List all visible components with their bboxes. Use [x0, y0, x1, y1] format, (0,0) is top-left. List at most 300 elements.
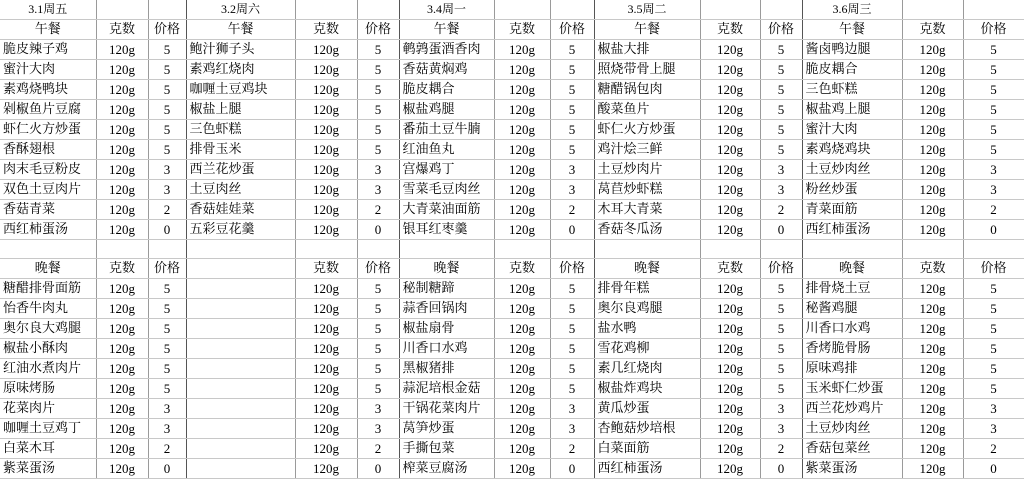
dish-weight[interactable]: 120g: [96, 319, 148, 339]
empty-cell[interactable]: [963, 0, 1024, 20]
dish-name[interactable]: 虾仁火方炒蛋: [594, 120, 700, 140]
dish-weight[interactable]: 120g: [700, 200, 760, 220]
dish-price[interactable]: 5: [357, 359, 399, 379]
dish-name[interactable]: [186, 299, 295, 319]
price-header[interactable]: 价格: [963, 20, 1024, 40]
dish-weight[interactable]: 120g: [700, 160, 760, 180]
dish-price[interactable]: 5: [760, 279, 802, 299]
dish-price[interactable]: 5: [550, 60, 594, 80]
dish-price[interactable]: 0: [357, 220, 399, 240]
dish-name[interactable]: 素鸡烧鸡块: [802, 140, 902, 160]
dish-price[interactable]: 5: [357, 40, 399, 60]
dish-price[interactable]: 2: [148, 200, 186, 220]
dish-name[interactable]: 干锅花菜肉片: [399, 399, 494, 419]
empty-cell[interactable]: [494, 240, 550, 259]
weight-header[interactable]: 克数: [902, 20, 963, 40]
dish-weight[interactable]: 120g: [295, 319, 357, 339]
dish-price[interactable]: 5: [148, 120, 186, 140]
dish-price[interactable]: 3: [760, 399, 802, 419]
dish-name[interactable]: 香菇黄焖鸡: [399, 60, 494, 80]
dish-price[interactable]: 5: [963, 140, 1024, 160]
weight-header[interactable]: 克数: [700, 20, 760, 40]
dish-weight[interactable]: 120g: [295, 160, 357, 180]
dish-name[interactable]: 香菇包菜丝: [802, 439, 902, 459]
price-header[interactable]: 价格: [550, 20, 594, 40]
dish-weight[interactable]: 120g: [494, 220, 550, 240]
dish-price[interactable]: 5: [550, 100, 594, 120]
dish-name[interactable]: 雪花鸡柳: [594, 339, 700, 359]
dish-weight[interactable]: 120g: [700, 359, 760, 379]
dish-name[interactable]: 虾仁火方炒蛋: [0, 120, 96, 140]
empty-cell[interactable]: [802, 240, 902, 259]
dish-price[interactable]: 3: [760, 419, 802, 439]
dish-price[interactable]: 5: [357, 100, 399, 120]
dish-price[interactable]: 3: [357, 180, 399, 200]
dish-price[interactable]: 5: [760, 40, 802, 60]
dish-name[interactable]: 玉米虾仁炒蛋: [802, 379, 902, 399]
empty-cell[interactable]: [0, 240, 96, 259]
dish-name[interactable]: 怡香牛肉丸: [0, 299, 96, 319]
dish-name[interactable]: 糖醋排骨面筋: [0, 279, 96, 299]
dish-weight[interactable]: 120g: [494, 120, 550, 140]
dish-weight[interactable]: 120g: [700, 279, 760, 299]
meal-header[interactable]: [186, 259, 295, 279]
dish-weight[interactable]: 120g: [494, 200, 550, 220]
dish-weight[interactable]: 120g: [700, 439, 760, 459]
dish-name[interactable]: 椒盐大排: [594, 40, 700, 60]
dish-weight[interactable]: 120g: [700, 419, 760, 439]
dish-name[interactable]: [186, 439, 295, 459]
dish-price[interactable]: 3: [963, 419, 1024, 439]
meal-header[interactable]: 晚餐: [0, 259, 96, 279]
empty-cell[interactable]: [399, 240, 494, 259]
dish-weight[interactable]: 120g: [494, 439, 550, 459]
weight-header[interactable]: 克数: [295, 259, 357, 279]
dish-price[interactable]: 5: [963, 319, 1024, 339]
dish-price[interactable]: 0: [760, 220, 802, 240]
dish-price[interactable]: 3: [148, 399, 186, 419]
dish-name[interactable]: [186, 419, 295, 439]
dish-price[interactable]: 5: [148, 60, 186, 80]
empty-cell[interactable]: [594, 240, 700, 259]
dish-weight[interactable]: 120g: [902, 40, 963, 60]
price-header[interactable]: 价格: [550, 259, 594, 279]
dish-weight[interactable]: 120g: [700, 379, 760, 399]
dish-price[interactable]: 3: [148, 160, 186, 180]
empty-cell[interactable]: [963, 240, 1024, 259]
dish-weight[interactable]: 120g: [494, 379, 550, 399]
dish-weight[interactable]: 120g: [494, 399, 550, 419]
dish-weight[interactable]: 120g: [494, 279, 550, 299]
dish-price[interactable]: 2: [148, 439, 186, 459]
dish-name[interactable]: 椒盐上腿: [186, 100, 295, 120]
dish-weight[interactable]: 120g: [902, 80, 963, 100]
dish-name[interactable]: 盐水鸭: [594, 319, 700, 339]
dish-name[interactable]: [186, 339, 295, 359]
dish-weight[interactable]: 120g: [295, 140, 357, 160]
dish-price[interactable]: 5: [148, 299, 186, 319]
dish-weight[interactable]: 120g: [700, 319, 760, 339]
dish-price[interactable]: 0: [148, 459, 186, 479]
dish-price[interactable]: 3: [550, 160, 594, 180]
day-date[interactable]: 3.2周六: [186, 0, 295, 20]
dish-price[interactable]: 0: [550, 220, 594, 240]
dish-name[interactable]: 花菜肉片: [0, 399, 96, 419]
dish-name[interactable]: 蜜汁大肉: [0, 60, 96, 80]
dish-name[interactable]: 素鸡红烧肉: [186, 60, 295, 80]
dish-name[interactable]: 原味烤肠: [0, 379, 96, 399]
dish-weight[interactable]: 120g: [96, 60, 148, 80]
dish-weight[interactable]: 120g: [700, 459, 760, 479]
dish-name[interactable]: 榨菜豆腐汤: [399, 459, 494, 479]
dish-price[interactable]: 3: [760, 180, 802, 200]
dish-name[interactable]: [186, 399, 295, 419]
dish-name[interactable]: 脆皮辣子鸡: [0, 40, 96, 60]
dish-weight[interactable]: 120g: [96, 220, 148, 240]
dish-price[interactable]: 5: [550, 379, 594, 399]
dish-price[interactable]: 3: [357, 419, 399, 439]
meal-header[interactable]: 晚餐: [594, 259, 700, 279]
dish-price[interactable]: 2: [550, 439, 594, 459]
dish-weight[interactable]: 120g: [295, 220, 357, 240]
dish-price[interactable]: 2: [357, 200, 399, 220]
dish-weight[interactable]: 120g: [96, 160, 148, 180]
dish-price[interactable]: 5: [550, 140, 594, 160]
dish-name[interactable]: 秘酱鸡腿: [802, 299, 902, 319]
dish-name[interactable]: 椒盐扇骨: [399, 319, 494, 339]
dish-name[interactable]: 西红柿蛋汤: [0, 220, 96, 240]
weight-header[interactable]: 克数: [902, 259, 963, 279]
dish-name[interactable]: 土豆炒肉丝: [802, 160, 902, 180]
dish-name[interactable]: 双色土豆肉片: [0, 180, 96, 200]
empty-cell[interactable]: [186, 240, 295, 259]
dish-weight[interactable]: 120g: [295, 359, 357, 379]
dish-weight[interactable]: 120g: [494, 319, 550, 339]
meal-header[interactable]: 晚餐: [802, 259, 902, 279]
dish-price[interactable]: 5: [357, 60, 399, 80]
dish-price[interactable]: 2: [760, 439, 802, 459]
dish-price[interactable]: 0: [357, 459, 399, 479]
dish-weight[interactable]: 120g: [295, 379, 357, 399]
dish-weight[interactable]: 120g: [96, 379, 148, 399]
dish-weight[interactable]: 120g: [700, 60, 760, 80]
dish-name[interactable]: 秘制糖蹄: [399, 279, 494, 299]
dish-price[interactable]: 5: [963, 339, 1024, 359]
empty-cell[interactable]: [700, 240, 760, 259]
dish-name[interactable]: [186, 319, 295, 339]
dish-name[interactable]: 奥尔良鸡腿: [594, 299, 700, 319]
dish-name[interactable]: 手撕包菜: [399, 439, 494, 459]
dish-weight[interactable]: 120g: [494, 459, 550, 479]
dish-name[interactable]: 西兰花炒蛋: [186, 160, 295, 180]
dish-price[interactable]: 3: [148, 180, 186, 200]
day-date[interactable]: 3.6周三: [802, 0, 902, 20]
dish-name[interactable]: [186, 359, 295, 379]
dish-weight[interactable]: 120g: [902, 439, 963, 459]
dish-price[interactable]: 2: [963, 200, 1024, 220]
price-header[interactable]: 价格: [148, 20, 186, 40]
dish-weight[interactable]: 120g: [700, 120, 760, 140]
dish-name[interactable]: 蒜泥培根金菇: [399, 379, 494, 399]
dish-price[interactable]: 5: [550, 80, 594, 100]
dish-name[interactable]: 黑椒猪排: [399, 359, 494, 379]
dish-price[interactable]: 5: [357, 319, 399, 339]
dish-price[interactable]: 3: [963, 180, 1024, 200]
dish-name[interactable]: 奥尔良大鸡腿: [0, 319, 96, 339]
dish-weight[interactable]: 120g: [494, 40, 550, 60]
price-header[interactable]: 价格: [760, 259, 802, 279]
empty-cell[interactable]: [902, 0, 963, 20]
dish-name[interactable]: 脆皮耦合: [802, 60, 902, 80]
dish-weight[interactable]: 120g: [96, 359, 148, 379]
dish-weight[interactable]: 120g: [700, 299, 760, 319]
dish-weight[interactable]: 120g: [96, 459, 148, 479]
dish-name[interactable]: 蜜汁大肉: [802, 120, 902, 140]
dish-price[interactable]: 5: [550, 279, 594, 299]
dish-price[interactable]: 5: [550, 359, 594, 379]
day-date[interactable]: 3.1周五: [0, 0, 96, 20]
dish-name[interactable]: 鸡汁烩三鲜: [594, 140, 700, 160]
dish-name[interactable]: 椒盐鸡腿: [399, 100, 494, 120]
dish-name[interactable]: 蒜香回锅肉: [399, 299, 494, 319]
dish-price[interactable]: 5: [357, 140, 399, 160]
dish-weight[interactable]: 120g: [700, 100, 760, 120]
dish-price[interactable]: 3: [963, 160, 1024, 180]
dish-weight[interactable]: 120g: [295, 60, 357, 80]
price-header[interactable]: 价格: [963, 259, 1024, 279]
dish-price[interactable]: 5: [963, 120, 1024, 140]
dish-price[interactable]: 2: [963, 439, 1024, 459]
empty-cell[interactable]: [902, 240, 963, 259]
dish-name[interactable]: 莴苣炒虾糕: [594, 180, 700, 200]
dish-name[interactable]: [186, 279, 295, 299]
dish-weight[interactable]: 120g: [295, 279, 357, 299]
dish-price[interactable]: 5: [148, 279, 186, 299]
dish-name[interactable]: 香酥翅根: [0, 140, 96, 160]
dish-price[interactable]: 5: [148, 359, 186, 379]
day-date[interactable]: 3.5周二: [594, 0, 700, 20]
dish-price[interactable]: 5: [550, 319, 594, 339]
dish-name[interactable]: 排骨年糕: [594, 279, 700, 299]
dish-weight[interactable]: 120g: [494, 100, 550, 120]
price-header[interactable]: 价格: [357, 20, 399, 40]
dish-weight[interactable]: 120g: [96, 279, 148, 299]
dish-price[interactable]: 5: [963, 100, 1024, 120]
dish-weight[interactable]: 120g: [902, 359, 963, 379]
dish-weight[interactable]: 120g: [295, 120, 357, 140]
dish-price[interactable]: 5: [760, 100, 802, 120]
empty-cell[interactable]: [357, 0, 399, 20]
weight-header[interactable]: 克数: [295, 20, 357, 40]
dish-name[interactable]: 咖喱土豆鸡丁: [0, 419, 96, 439]
dish-name[interactable]: 大青菜油面筋: [399, 200, 494, 220]
meal-header[interactable]: 午餐: [802, 20, 902, 40]
empty-cell[interactable]: [494, 0, 550, 20]
dish-name[interactable]: 白菜面筋: [594, 439, 700, 459]
dish-name[interactable]: 黄瓜炒蛋: [594, 399, 700, 419]
dish-name[interactable]: 西红柿蛋汤: [594, 459, 700, 479]
dish-price[interactable]: 5: [760, 60, 802, 80]
dish-price[interactable]: 5: [760, 379, 802, 399]
dish-weight[interactable]: 120g: [96, 339, 148, 359]
meal-header[interactable]: 午餐: [399, 20, 494, 40]
dish-name[interactable]: 剁椒鱼片豆腐: [0, 100, 96, 120]
dish-weight[interactable]: 120g: [902, 399, 963, 419]
dish-weight[interactable]: 120g: [494, 419, 550, 439]
dish-name[interactable]: 红油鱼丸: [399, 140, 494, 160]
dish-weight[interactable]: 120g: [902, 279, 963, 299]
weight-header[interactable]: 克数: [700, 259, 760, 279]
meal-header[interactable]: 晚餐: [399, 259, 494, 279]
dish-price[interactable]: 5: [963, 279, 1024, 299]
dish-name[interactable]: 排骨玉米: [186, 140, 295, 160]
dish-weight[interactable]: 120g: [96, 120, 148, 140]
empty-cell[interactable]: [148, 240, 186, 259]
dish-name[interactable]: 川香口水鸡: [802, 319, 902, 339]
dish-name[interactable]: 香菇青菜: [0, 200, 96, 220]
dish-name[interactable]: 香烤脆骨肠: [802, 339, 902, 359]
dish-weight[interactable]: 120g: [96, 419, 148, 439]
dish-price[interactable]: 0: [550, 459, 594, 479]
empty-cell[interactable]: [96, 0, 148, 20]
dish-name[interactable]: 素几红烧肉: [594, 359, 700, 379]
dish-weight[interactable]: 120g: [295, 180, 357, 200]
dish-price[interactable]: 5: [148, 80, 186, 100]
dish-weight[interactable]: 120g: [700, 339, 760, 359]
dish-weight[interactable]: 120g: [902, 419, 963, 439]
dish-price[interactable]: 5: [760, 319, 802, 339]
dish-weight[interactable]: 120g: [295, 299, 357, 319]
dish-name[interactable]: 西兰花炒鸡片: [802, 399, 902, 419]
empty-cell[interactable]: [550, 0, 594, 20]
dish-weight[interactable]: 120g: [700, 140, 760, 160]
dish-weight[interactable]: 120g: [494, 359, 550, 379]
dish-name[interactable]: 排骨烧土豆: [802, 279, 902, 299]
dish-weight[interactable]: 120g: [494, 60, 550, 80]
dish-name[interactable]: 宫爆鸡丁: [399, 160, 494, 180]
dish-weight[interactable]: 120g: [96, 399, 148, 419]
meal-header[interactable]: 午餐: [186, 20, 295, 40]
empty-cell[interactable]: [760, 240, 802, 259]
dish-price[interactable]: 3: [760, 160, 802, 180]
dish-weight[interactable]: 120g: [295, 419, 357, 439]
dish-weight[interactable]: 120g: [902, 120, 963, 140]
dish-price[interactable]: 0: [760, 459, 802, 479]
dish-weight[interactable]: 120g: [494, 160, 550, 180]
dish-price[interactable]: 5: [760, 359, 802, 379]
weight-header[interactable]: 克数: [494, 259, 550, 279]
dish-price[interactable]: 5: [148, 140, 186, 160]
weight-header[interactable]: 克数: [96, 20, 148, 40]
dish-weight[interactable]: 120g: [295, 200, 357, 220]
dish-name[interactable]: 糖醋锅包肉: [594, 80, 700, 100]
dish-name[interactable]: 杏鲍菇炒培根: [594, 419, 700, 439]
dish-name[interactable]: 香菇娃娃菜: [186, 200, 295, 220]
dish-name[interactable]: [186, 459, 295, 479]
dish-price[interactable]: 0: [963, 459, 1024, 479]
empty-cell[interactable]: [295, 240, 357, 259]
dish-price[interactable]: 5: [357, 80, 399, 100]
price-header[interactable]: 价格: [760, 20, 802, 40]
dish-weight[interactable]: 120g: [700, 399, 760, 419]
dish-price[interactable]: 5: [357, 299, 399, 319]
dish-price[interactable]: 5: [963, 40, 1024, 60]
dish-weight[interactable]: 120g: [902, 459, 963, 479]
dish-weight[interactable]: 120g: [902, 220, 963, 240]
dish-name[interactable]: 紫菜蛋汤: [0, 459, 96, 479]
dish-weight[interactable]: 120g: [96, 80, 148, 100]
dish-weight[interactable]: 120g: [902, 100, 963, 120]
dish-name[interactable]: 素鸡烧鸭块: [0, 80, 96, 100]
dish-weight[interactable]: 120g: [96, 299, 148, 319]
dish-price[interactable]: 5: [148, 319, 186, 339]
dish-weight[interactable]: 120g: [700, 220, 760, 240]
dish-name[interactable]: 椒盐炸鸡块: [594, 379, 700, 399]
price-header[interactable]: 价格: [148, 259, 186, 279]
dish-price[interactable]: 5: [357, 379, 399, 399]
dish-price[interactable]: 5: [148, 379, 186, 399]
dish-weight[interactable]: 120g: [902, 160, 963, 180]
dish-name[interactable]: 原味鸡排: [802, 359, 902, 379]
dish-weight[interactable]: 120g: [295, 439, 357, 459]
dish-weight[interactable]: 120g: [96, 200, 148, 220]
dish-price[interactable]: 3: [357, 399, 399, 419]
dish-price[interactable]: 0: [148, 220, 186, 240]
dish-weight[interactable]: 120g: [96, 439, 148, 459]
price-header[interactable]: 价格: [357, 259, 399, 279]
dish-name[interactable]: [186, 379, 295, 399]
empty-cell[interactable]: [295, 0, 357, 20]
dish-name[interactable]: 照烧带骨上腿: [594, 60, 700, 80]
dish-price[interactable]: 5: [760, 140, 802, 160]
dish-price[interactable]: 2: [357, 439, 399, 459]
dish-price[interactable]: 5: [760, 80, 802, 100]
dish-price[interactable]: 3: [148, 419, 186, 439]
meal-header[interactable]: 午餐: [594, 20, 700, 40]
dish-name[interactable]: 鲍汁狮子头: [186, 40, 295, 60]
dish-price[interactable]: 5: [550, 339, 594, 359]
dish-price[interactable]: 5: [357, 279, 399, 299]
dish-name[interactable]: 鹌鹑蛋酒香肉: [399, 40, 494, 60]
dish-price[interactable]: 3: [550, 399, 594, 419]
dish-price[interactable]: 2: [550, 200, 594, 220]
dish-name[interactable]: 白菜木耳: [0, 439, 96, 459]
empty-cell[interactable]: [357, 240, 399, 259]
dish-weight[interactable]: 120g: [902, 180, 963, 200]
dish-weight[interactable]: 120g: [295, 80, 357, 100]
dish-name[interactable]: 银耳红枣羹: [399, 220, 494, 240]
dish-weight[interactable]: 120g: [700, 180, 760, 200]
dish-weight[interactable]: 120g: [295, 100, 357, 120]
dish-name[interactable]: 红油水煮肉片: [0, 359, 96, 379]
dish-name[interactable]: 青菜面筋: [802, 200, 902, 220]
dish-price[interactable]: 5: [550, 120, 594, 140]
dish-name[interactable]: 莴笋炒蛋: [399, 419, 494, 439]
empty-cell[interactable]: [96, 240, 148, 259]
weight-header[interactable]: 克数: [96, 259, 148, 279]
dish-name[interactable]: 酱卤鸭边腿: [802, 40, 902, 60]
dish-price[interactable]: 5: [963, 80, 1024, 100]
dish-name[interactable]: 脆皮耦合: [399, 80, 494, 100]
dish-weight[interactable]: 120g: [902, 140, 963, 160]
dish-name[interactable]: 川香口水鸡: [399, 339, 494, 359]
dish-name[interactable]: 咖喱土豆鸡块: [186, 80, 295, 100]
meal-header[interactable]: 午餐: [0, 20, 96, 40]
dish-price[interactable]: 5: [148, 339, 186, 359]
dish-weight[interactable]: 120g: [902, 379, 963, 399]
dish-weight[interactable]: 120g: [96, 40, 148, 60]
dish-price[interactable]: 5: [760, 120, 802, 140]
